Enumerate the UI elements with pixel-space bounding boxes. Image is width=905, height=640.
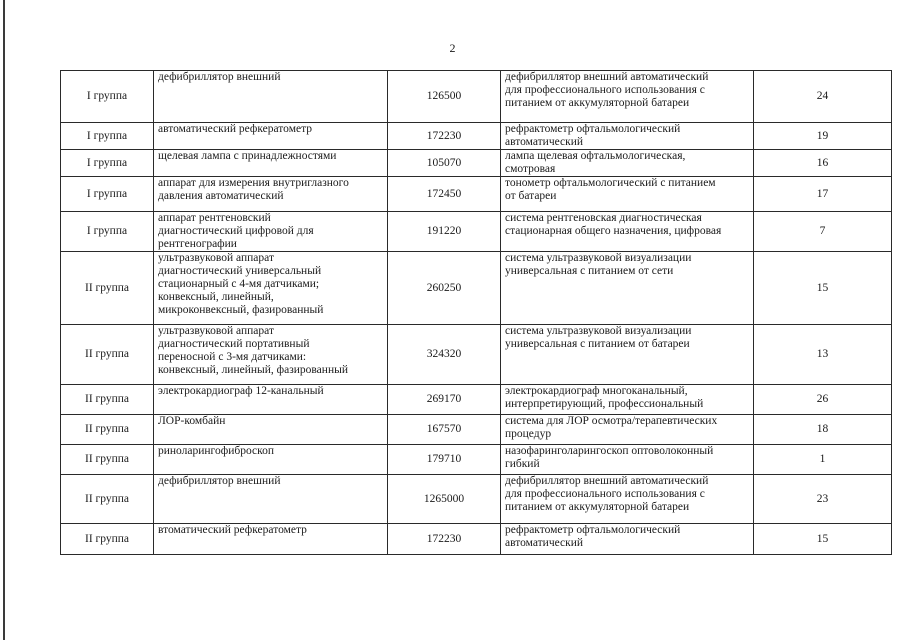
code-cell-text: 167570 — [426, 423, 462, 435]
description-cell-text: лампа щелевая офтальмологическая, смотровая — [505, 150, 686, 175]
name-cell — [154, 385, 388, 415]
quantity-cell-text: 24 — [816, 90, 829, 102]
description-cell — [501, 385, 754, 415]
description-cell-text: система для ЛОР осмотра/терапевтических процедур — [505, 415, 718, 440]
group-cell — [61, 415, 154, 445]
name-cell-text: автоматический рефкератометр — [158, 123, 312, 135]
group-cell-text: II группа — [84, 281, 129, 294]
table-row — [61, 123, 892, 150]
name-cell-text: дефибриллятор внешний — [158, 71, 281, 83]
group-cell-text: II группа — [84, 423, 129, 435]
quantity-cell-text: 18 — [816, 423, 829, 435]
description-cell — [501, 524, 754, 555]
description-cell — [501, 475, 754, 524]
name-cell — [154, 123, 388, 150]
code-cell — [388, 252, 501, 325]
description-cell — [501, 123, 754, 150]
quantity-cell — [754, 325, 892, 385]
table-row — [61, 252, 892, 325]
description-cell — [501, 71, 754, 123]
description-cell — [501, 177, 754, 212]
quantity-cell — [754, 123, 892, 150]
code-cell-text: 324320 — [426, 348, 462, 360]
group-cell — [61, 385, 154, 415]
group-cell — [61, 252, 154, 325]
name-cell-text: электрокардиограф 12-канальный — [158, 385, 324, 397]
code-cell-text: 105070 — [426, 156, 462, 169]
quantity-cell — [754, 177, 892, 212]
description-cell-text: электрокардиограф многоканальный, интерпретирующий, профессиональный — [505, 385, 704, 410]
equipment-table — [60, 70, 892, 555]
table-row — [61, 445, 892, 475]
quantity-cell — [754, 71, 892, 123]
description-cell — [501, 325, 754, 385]
group-cell-text: I группа — [86, 90, 128, 102]
quantity-cell — [754, 524, 892, 555]
group-cell-text: I группа — [86, 156, 128, 169]
name-cell — [154, 445, 388, 475]
group-cell-text: II группа — [84, 453, 129, 465]
name-cell — [154, 475, 388, 524]
code-cell-text: 191220 — [426, 225, 462, 237]
code-cell-text: 172230 — [426, 532, 462, 545]
code-cell-text: 172450 — [426, 187, 462, 200]
name-cell — [154, 524, 388, 555]
quantity-cell-text: 17 — [816, 187, 829, 200]
quantity-cell-text: 15 — [816, 532, 829, 545]
code-cell — [388, 325, 501, 385]
quantity-cell — [754, 415, 892, 445]
name-cell — [154, 415, 388, 445]
code-cell — [388, 475, 501, 524]
quantity-cell-text: 19 — [816, 129, 829, 142]
group-cell — [61, 177, 154, 212]
description-cell-text: система ультразвуковой визуализации универсальная с питанием от батареи — [505, 325, 692, 350]
name-cell-text: аппарат рентгеновский диагностический цифровой для рентгенографии — [158, 212, 314, 250]
description-cell — [501, 212, 754, 252]
table-row — [61, 71, 892, 123]
description-cell-text: тонометр офтальмологический с питанием от батареи — [505, 177, 716, 202]
group-cell-text: II группа — [84, 492, 129, 505]
table-row — [61, 475, 892, 524]
code-cell — [388, 385, 501, 415]
group-cell-text: I группа — [86, 187, 128, 200]
table-row — [61, 415, 892, 445]
quantity-cell — [754, 475, 892, 524]
description-cell-text: дефибриллятор внешний автоматический для профессионального использования с питанием от аккумуляторной батареи — [505, 71, 709, 109]
name-cell-text: аппарат для измерения внутриглазного давления автоматический — [158, 177, 349, 202]
name-cell — [154, 325, 388, 385]
group-cell — [61, 150, 154, 177]
group-cell — [61, 475, 154, 524]
group-cell-text: II группа — [84, 348, 129, 360]
code-cell — [388, 177, 501, 212]
group-cell-text: II группа — [84, 393, 129, 405]
description-cell-text: дефибриллятор внешний автоматический для профессионального использования с питанием от аккумуляторной батареи — [505, 475, 709, 513]
group-cell-text: II группа — [84, 532, 129, 545]
code-cell-text: 179710 — [426, 453, 462, 465]
name-cell — [154, 71, 388, 123]
description-cell — [501, 445, 754, 475]
quantity-cell-text: 16 — [816, 156, 829, 169]
description-cell-text: назофаринголарингоскоп оптоволоконный гибкий — [505, 445, 714, 470]
name-cell — [154, 252, 388, 325]
group-cell — [61, 71, 154, 123]
name-cell-text: ультразвуковой аппарат диагностический универсальный стационарный с 4-мя датчиками; конвексный, линейный, микроконвексный, фазированный — [158, 252, 324, 316]
name-cell — [154, 150, 388, 177]
group-cell — [61, 445, 154, 475]
table-row — [61, 524, 892, 555]
code-cell-text: 1265000 — [423, 492, 465, 505]
table-row — [61, 177, 892, 212]
code-cell-text: 126500 — [426, 90, 462, 102]
group-cell — [61, 524, 154, 555]
name-cell-text: ультразвуковой аппарат диагностический портативный переносной с 3-мя датчиками: конвексный, линейный, фазированный — [158, 325, 348, 376]
quantity-cell — [754, 212, 892, 252]
quantity-cell — [754, 385, 892, 415]
name-cell-text: щелевая лампа с принадлежностями — [158, 150, 337, 162]
table-row — [61, 325, 892, 385]
code-cell-text: 269170 — [426, 393, 462, 405]
description-cell-text: система ультразвуковой визуализации универсальная с питанием от сети — [505, 252, 692, 277]
description-cell — [501, 252, 754, 325]
quantity-cell — [754, 445, 892, 475]
table-row — [61, 385, 892, 415]
quantity-cell-text: 7 — [819, 225, 826, 237]
table-body — [61, 71, 892, 555]
group-cell-text: I группа — [86, 129, 128, 142]
code-cell — [388, 445, 501, 475]
description-cell-text: система рентгеновская диагностическая стационарная общего назначения, цифровая — [505, 212, 722, 237]
description-cell — [501, 415, 754, 445]
code-cell-text: 172230 — [426, 129, 462, 142]
name-cell — [154, 177, 388, 212]
group-cell — [61, 325, 154, 385]
quantity-cell-text: 1 — [819, 453, 826, 465]
description-cell-text: рефрактометр офтальмологический автоматический — [505, 524, 681, 549]
code-cell — [388, 123, 501, 150]
code-cell-text: 260250 — [426, 281, 462, 294]
quantity-cell-text: 13 — [816, 348, 829, 360]
group-cell — [61, 212, 154, 252]
quantity-cell-text: 15 — [816, 281, 829, 294]
page-number: 2 — [449, 41, 456, 55]
code-cell — [388, 524, 501, 555]
code-cell — [388, 150, 501, 177]
quantity-cell-text: 26 — [816, 393, 829, 405]
name-cell-text: риноларингофиброскоп — [158, 445, 274, 457]
table-row — [61, 212, 892, 252]
quantity-cell — [754, 150, 892, 177]
code-cell — [388, 212, 501, 252]
description-cell — [501, 150, 754, 177]
table-row — [61, 150, 892, 177]
name-cell-text: втоматический рефкератометр — [158, 524, 307, 536]
description-cell-text: рефрактометр офтальмологический автоматический — [505, 123, 681, 148]
quantity-cell — [754, 252, 892, 325]
code-cell — [388, 71, 501, 123]
group-cell-text: I группа — [86, 225, 128, 237]
name-cell-text: дефибриллятор внешний — [158, 475, 281, 487]
quantity-cell-text: 23 — [816, 492, 829, 505]
name-cell-text: ЛОР-комбайн — [158, 415, 226, 427]
group-cell — [61, 123, 154, 150]
code-cell — [388, 415, 501, 445]
scan-left-edge — [3, 0, 5, 640]
name-cell — [154, 212, 388, 252]
